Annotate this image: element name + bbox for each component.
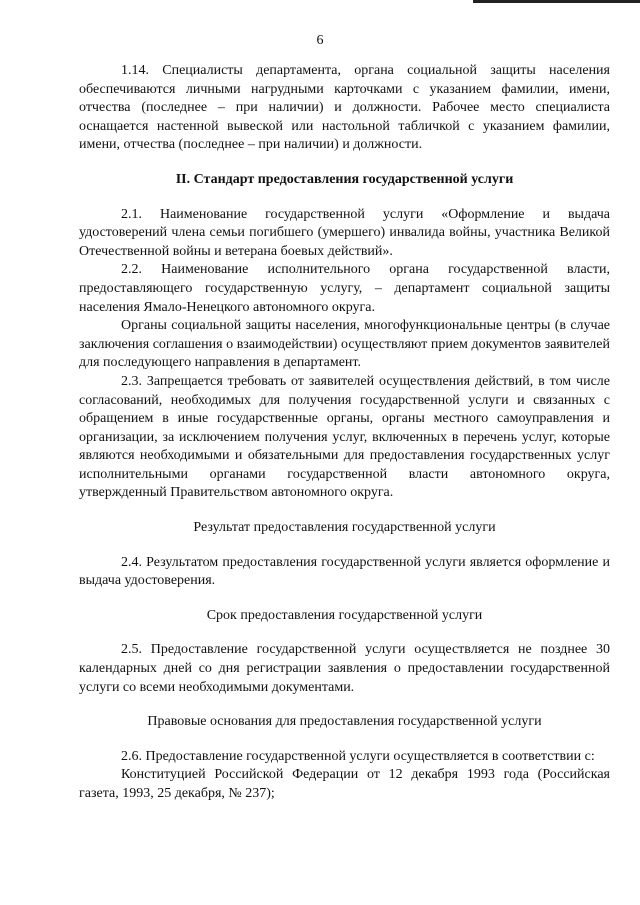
page-number: 6 [316,33,324,48]
heading-result: Результат предоставления государственной услуги [193,520,496,536]
paragraph-2-4: 2.4. Результатом предоставления государственной услуги является оформление и выдача удостоверения. [79,554,610,589]
top-edge-rule [473,0,640,3]
paragraph-constitution: Конституцией Российской Федерации от 12 декабря 1993 года (Российская газета, 1993, 25 декабря, № 237); [79,767,610,801]
paragraph-1-14: 1.14. Специалисты департамента, органа социальной защиты населения обеспечиваются личными нагрудными карточками с указанием фамилии, имени, отчества (последнее – при наличии) и должности. Рабочее место специалиста оснащается настенной вывеской или настольной табличкой с указанием фамилии, имени, отчества (последнее – при наличии) и должности. [79,63,610,153]
section-title: II. Стандарт предоставления государственной услуги [175,171,514,187]
paragraph-2-1: 2.1. Наименование государственной услуги «Оформление и выдача удостоверений члена семьи погибшего (умершего) инвалида войны, участника Великой Отечественной войны и ветерана боевых действий». [79,206,610,259]
paragraph-2-3: 2.3. Запрещается требовать от заявителей осуществления действий, в том числе согласований, необходимых для получения государственной услуги и связанных с обращением в иные государственные органы, органы местного самоуправления и организации, за исключением получения услуг, включенных в перечень услуг, которые являются необходимыми и обязательными для предоставления государственных услуг исполнительными органами государственной власти автономного округа, утвержденный Правительством автономного округа. [79,373,610,501]
paragraph-2-2-organs: Органы социальной защиты населения, многофункциональные центры (в случае заключения соглашения о взаимодействии) осуществляют прием документов заявителей для последующего направления в департамент. [79,318,610,371]
heading-term: Срок предоставления государственной услуги [206,607,483,623]
document-body [79,62,610,804]
paragraph-2-5: 2.5. Предоставление государственной услуги осуществляется не позднее 30 календарных дней со дня регистрации заявления о предоставлении государственной услуги со всеми необходимыми документами. [79,642,610,695]
paragraph-2-6: 2.6. Предоставление государственной услуги осуществляется в соответствии с: [121,748,595,764]
paragraph-2-2: 2.2. Наименование исполнительного органа государственной власти, предоставляющего государственную услугу, – департамент социальной защиты населения Ямало-Ненецкого автономного округа. [79,262,610,315]
heading-legal-basis: Правовые основания для предоставления государственной услуги [147,714,542,730]
